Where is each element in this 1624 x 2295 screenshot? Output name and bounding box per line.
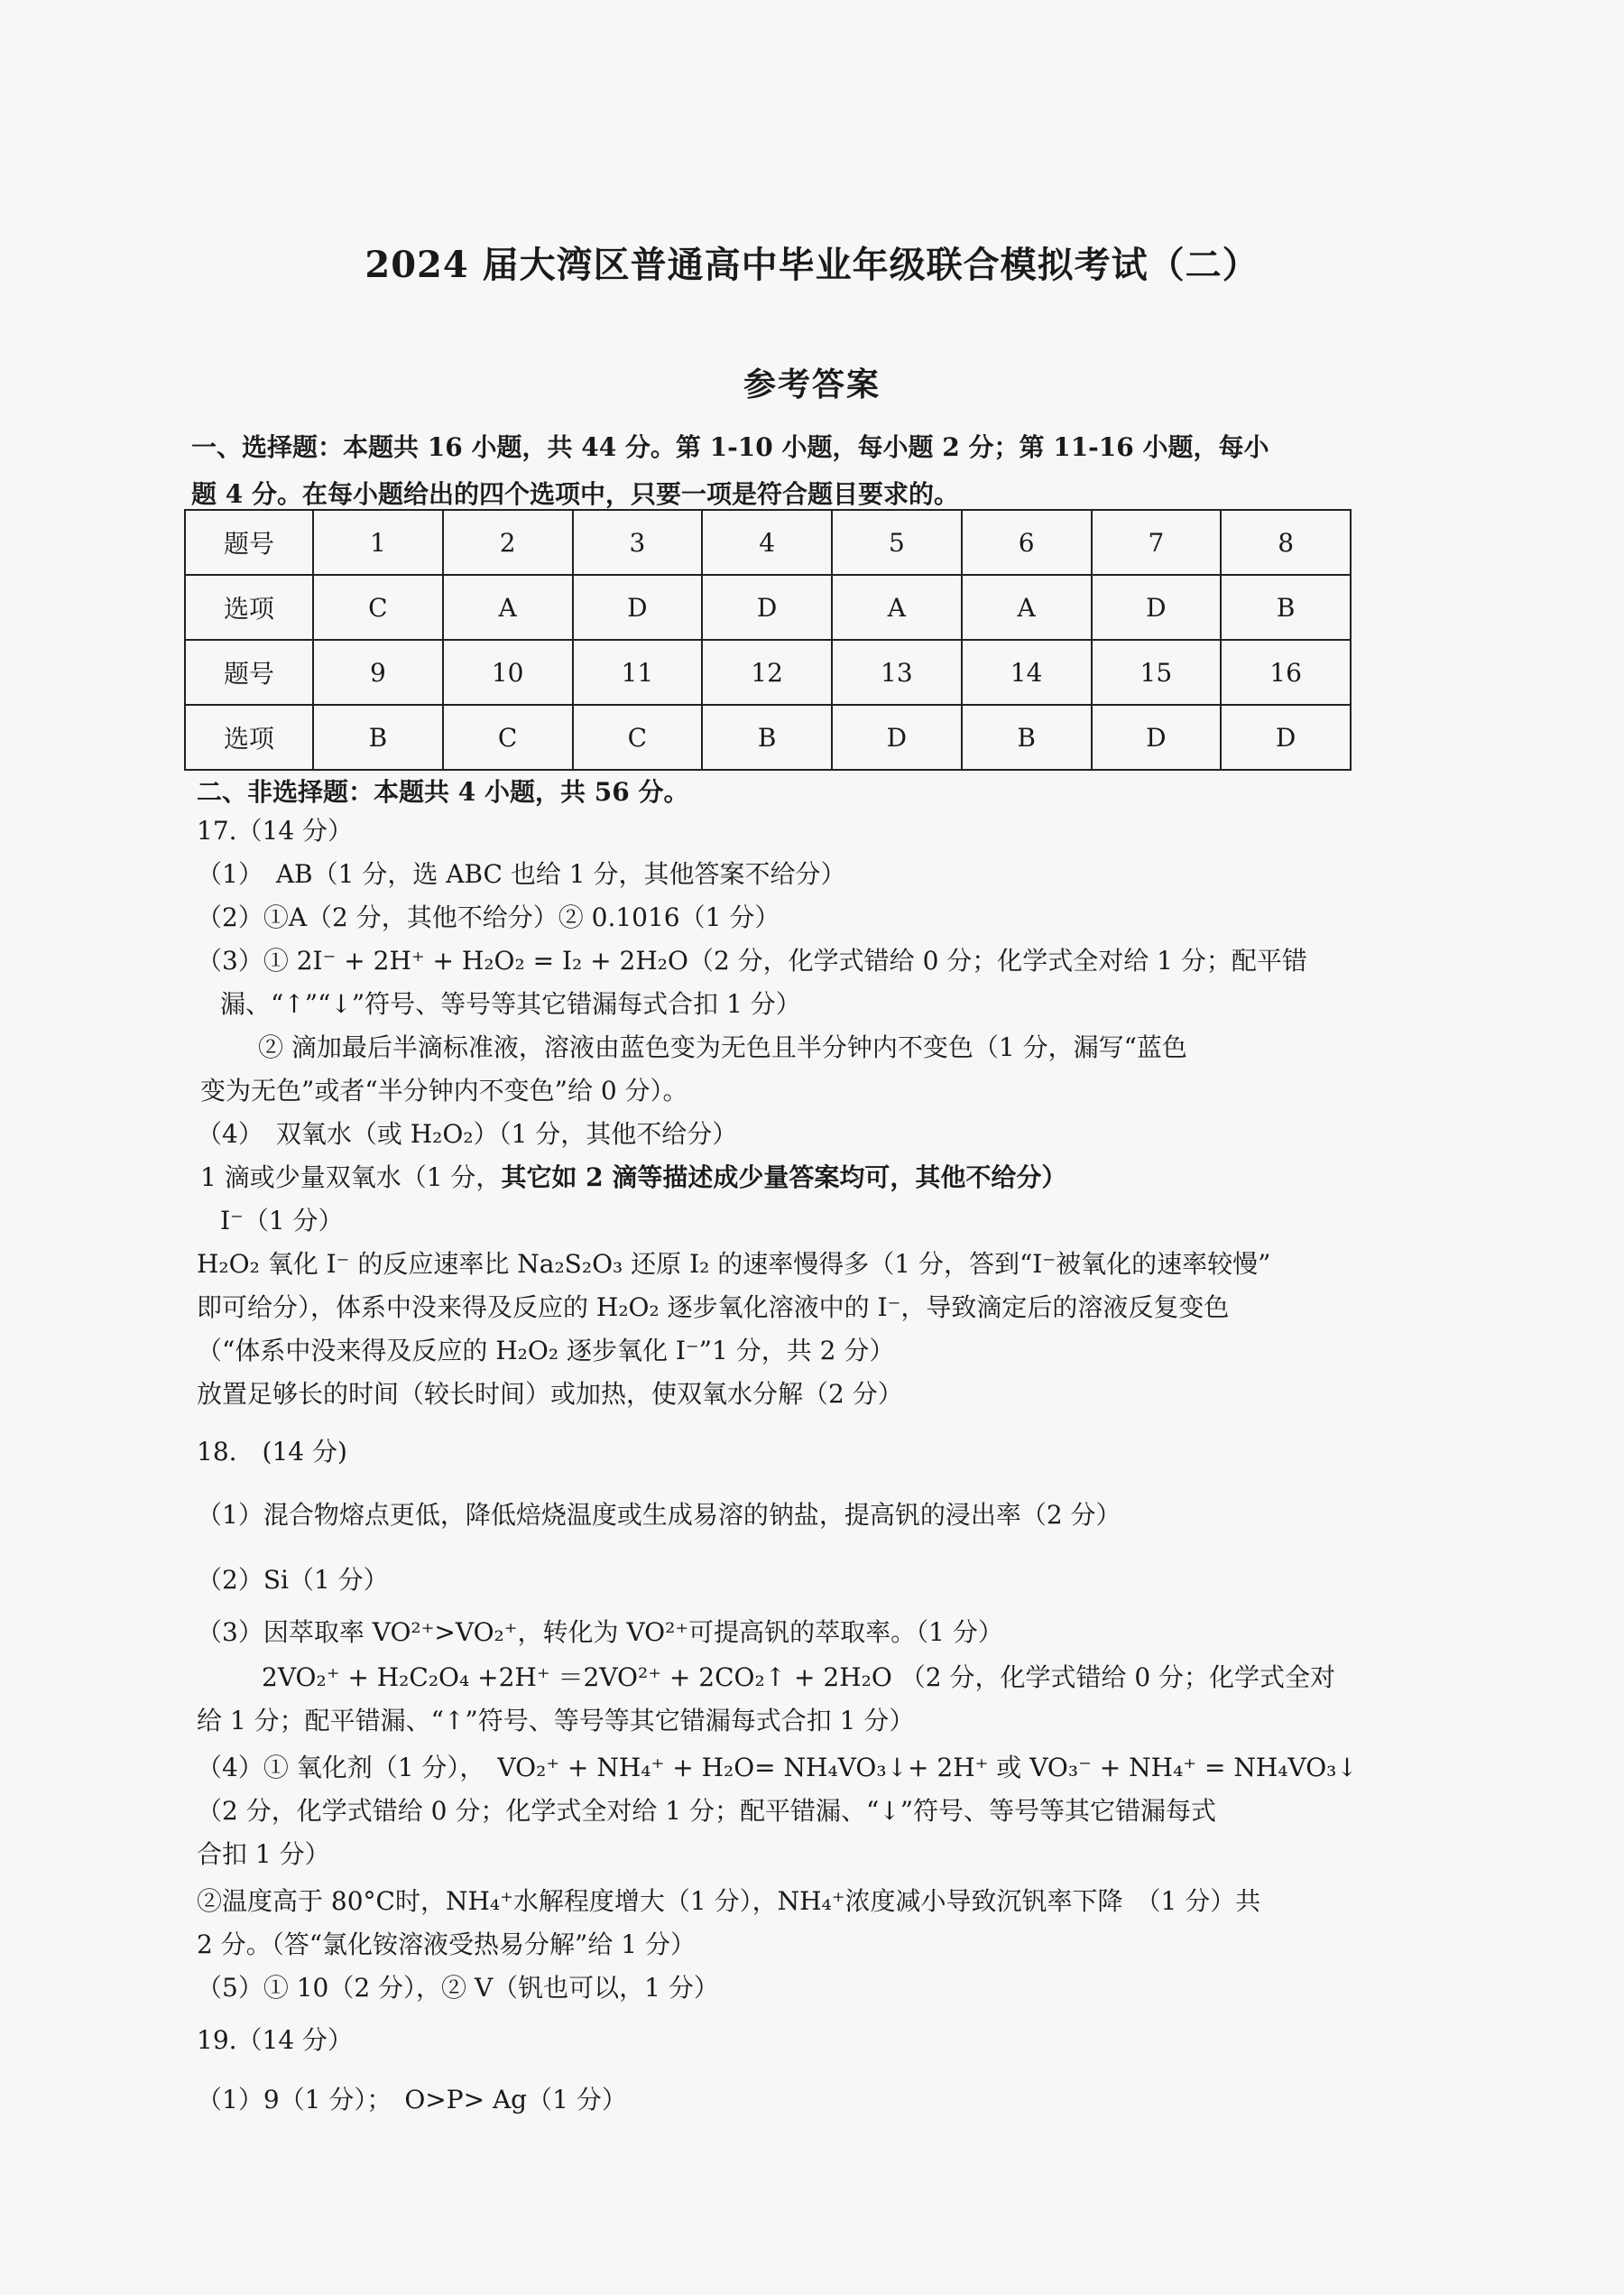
q18-line: （1）混合物熔点更低，降低焙烧温度或生成易溶的钠盐，提高钒的浸出率（2 分） — [197, 1500, 1121, 1530]
q17-line: （3）① 2I⁻ + 2H⁺ + H₂O₂ = I₂ + 2H₂O（2 分，化学式错给 0 分；化学式全对给 1 分；配平错 — [197, 946, 1307, 976]
section1-line2: 题 4 分。在每小题给出的四个选项中，只要一项是符合题目要求的。 — [191, 479, 959, 509]
answer-option: A — [443, 575, 573, 640]
question-number: 8 — [1221, 510, 1351, 575]
answer-option: B — [313, 705, 443, 770]
question-number: 5 — [832, 510, 962, 575]
q18-line: ②温度高于 80°C时，NH₄⁺水解程度增大（1 分），NH₄⁺浓度减小导致沉钒率下降 （1 分）共 — [197, 1886, 1261, 1916]
answer-option: A — [962, 575, 1092, 640]
q17-line: （2）①A（2 分，其他不给分）② 0.1016（1 分） — [197, 902, 780, 932]
q18-line: 2 分。（答“氯化铵溶液受热易分解”给 1 分） — [197, 1929, 696, 1959]
question-number: 7 — [1092, 510, 1222, 575]
answer-option: D — [1221, 705, 1351, 770]
q17-line: 放置足够长的时间（较长时间）或加热，使双氧水分解（2 分） — [197, 1379, 903, 1409]
q18-line: （2 分，化学式错给 0 分；化学式全对给 1 分；配平错漏、“↓”符号、等号等其它错漏每式 — [197, 1796, 1217, 1826]
q18-line: （3）因萃取率 VO²⁺>VO₂⁺，转化为 VO²⁺可提高钒的萃取率。（1 分） — [197, 1617, 1003, 1647]
q17-heading: 17.（14 分） — [197, 816, 354, 846]
table-row — [185, 640, 1351, 705]
row-label: 选项 — [185, 575, 313, 640]
question-number: 12 — [702, 640, 832, 705]
q18-line: 给 1 分；配平错漏、“↑”符号、等号等其它错漏每式合扣 1 分） — [197, 1706, 915, 1735]
question-number: 14 — [962, 640, 1092, 705]
question-number: 1 — [313, 510, 443, 575]
question-number: 6 — [962, 510, 1092, 575]
q17-line: 即可给分），体系中没来得及反应的 H₂O₂ 逐步氧化溶液中的 I⁻，导致滴定后的溶液反复变色 — [197, 1292, 1230, 1322]
page-subtitle: 参考答案 — [743, 366, 881, 403]
answer-option: D — [702, 575, 832, 640]
answer-option: B — [962, 705, 1092, 770]
row-label: 题号 — [185, 640, 313, 705]
question-number: 13 — [832, 640, 962, 705]
answer-table — [184, 509, 1352, 771]
answer-option: D — [573, 575, 703, 640]
q19-line: （1）9（1 分）； O>P> Ag（1 分） — [197, 2085, 627, 2115]
q17-line-part: 1 滴或少量双氧水（1 分， — [200, 1162, 502, 1192]
q17-line: 漏、“↑”“↓”符号、等号等其它错漏每式合扣 1 分） — [220, 989, 801, 1019]
question-number: 3 — [573, 510, 703, 575]
q17-line: I⁻（1 分） — [220, 1206, 344, 1235]
table-row — [185, 575, 1351, 640]
question-number: 16 — [1221, 640, 1351, 705]
page-title: 2024 届大湾区普通高中毕业年级联合模拟考试（二） — [364, 244, 1260, 286]
q18-line: （2）Si（1 分） — [197, 1565, 389, 1595]
answer-option: D — [1092, 575, 1222, 640]
answer-option: D — [1092, 705, 1222, 770]
question-number: 4 — [702, 510, 832, 575]
answer-option: C — [573, 705, 703, 770]
question-number: 9 — [313, 640, 443, 705]
answer-option: D — [832, 705, 962, 770]
answer-option: B — [702, 705, 832, 770]
q17-line: ② 滴加最后半滴标准液，溶液由蓝色变为无色且半分钟内不变色（1 分，漏写“蓝色 — [258, 1032, 1187, 1062]
section2-heading: 二、非选择题：本题共 4 小题，共 56 分。 — [197, 777, 689, 807]
q17-line: （4） 双氧水（或 H₂O₂）（1 分，其他不给分） — [197, 1119, 738, 1149]
table-row — [185, 510, 1351, 575]
q19-heading: 19.（14 分） — [197, 2025, 354, 2055]
answer-option: C — [443, 705, 573, 770]
q18-line: （5）① 10（2 分），② V（钒也可以，1 分） — [197, 1973, 719, 2003]
question-number: 10 — [443, 640, 573, 705]
question-number: 2 — [443, 510, 573, 575]
section1-instructions — [191, 424, 1355, 518]
q17-line: （“体系中没来得及反应的 H₂O₂ 逐步氧化 I⁻”1 分，共 2 分） — [197, 1336, 895, 1365]
table-row — [185, 705, 1351, 770]
q17-line: H₂O₂ 氧化 I⁻ 的反应速率比 Na₂S₂O₃ 还原 I₂ 的速率慢得多（1 分，答到“I⁻被氧化的速率较慢” — [197, 1249, 1271, 1279]
section1-line1: 一、选择题：本题共 16 小题，共 44 分。第 1-10 小题，每小题 2 分；第 11-16 小题，每小 — [191, 432, 1269, 462]
q17-line: （1） AB（1 分，选 ABC 也给 1 分，其他答案不给分） — [197, 859, 846, 889]
q18-heading: 18. (14 分) — [197, 1437, 347, 1467]
question-number: 11 — [573, 640, 703, 705]
q17-line-bold-part: 其它如 2 滴等描述成少量答案均可，其他不给分） — [501, 1162, 1067, 1192]
answer-option: A — [832, 575, 962, 640]
q18-line: 合扣 1 分） — [197, 1839, 330, 1869]
row-label: 选项 — [185, 705, 313, 770]
question-number: 15 — [1092, 640, 1222, 705]
q17-line — [200, 1162, 1066, 1193]
row-label: 题号 — [185, 510, 313, 575]
q18-line: （4）① 氧化剂（1 分）， VO₂⁺ + NH₄⁺ + H₂O= NH₄VO₃↓+ 2H⁺ 或 VO₃⁻ + NH₄⁺ = NH₄VO₃↓ — [197, 1753, 1358, 1782]
q17-line: 变为无色”或者“半分钟内不变色”给 0 分）。 — [200, 1076, 688, 1106]
answer-option: C — [313, 575, 443, 640]
q18-line: 2VO₂⁺ + H₂C₂O₄ +2H⁺ ＝2VO²⁺ + 2CO₂↑ + 2H₂O （2 分，化学式错给 0 分；化学式全对 — [262, 1662, 1336, 1692]
answer-option: B — [1221, 575, 1351, 640]
